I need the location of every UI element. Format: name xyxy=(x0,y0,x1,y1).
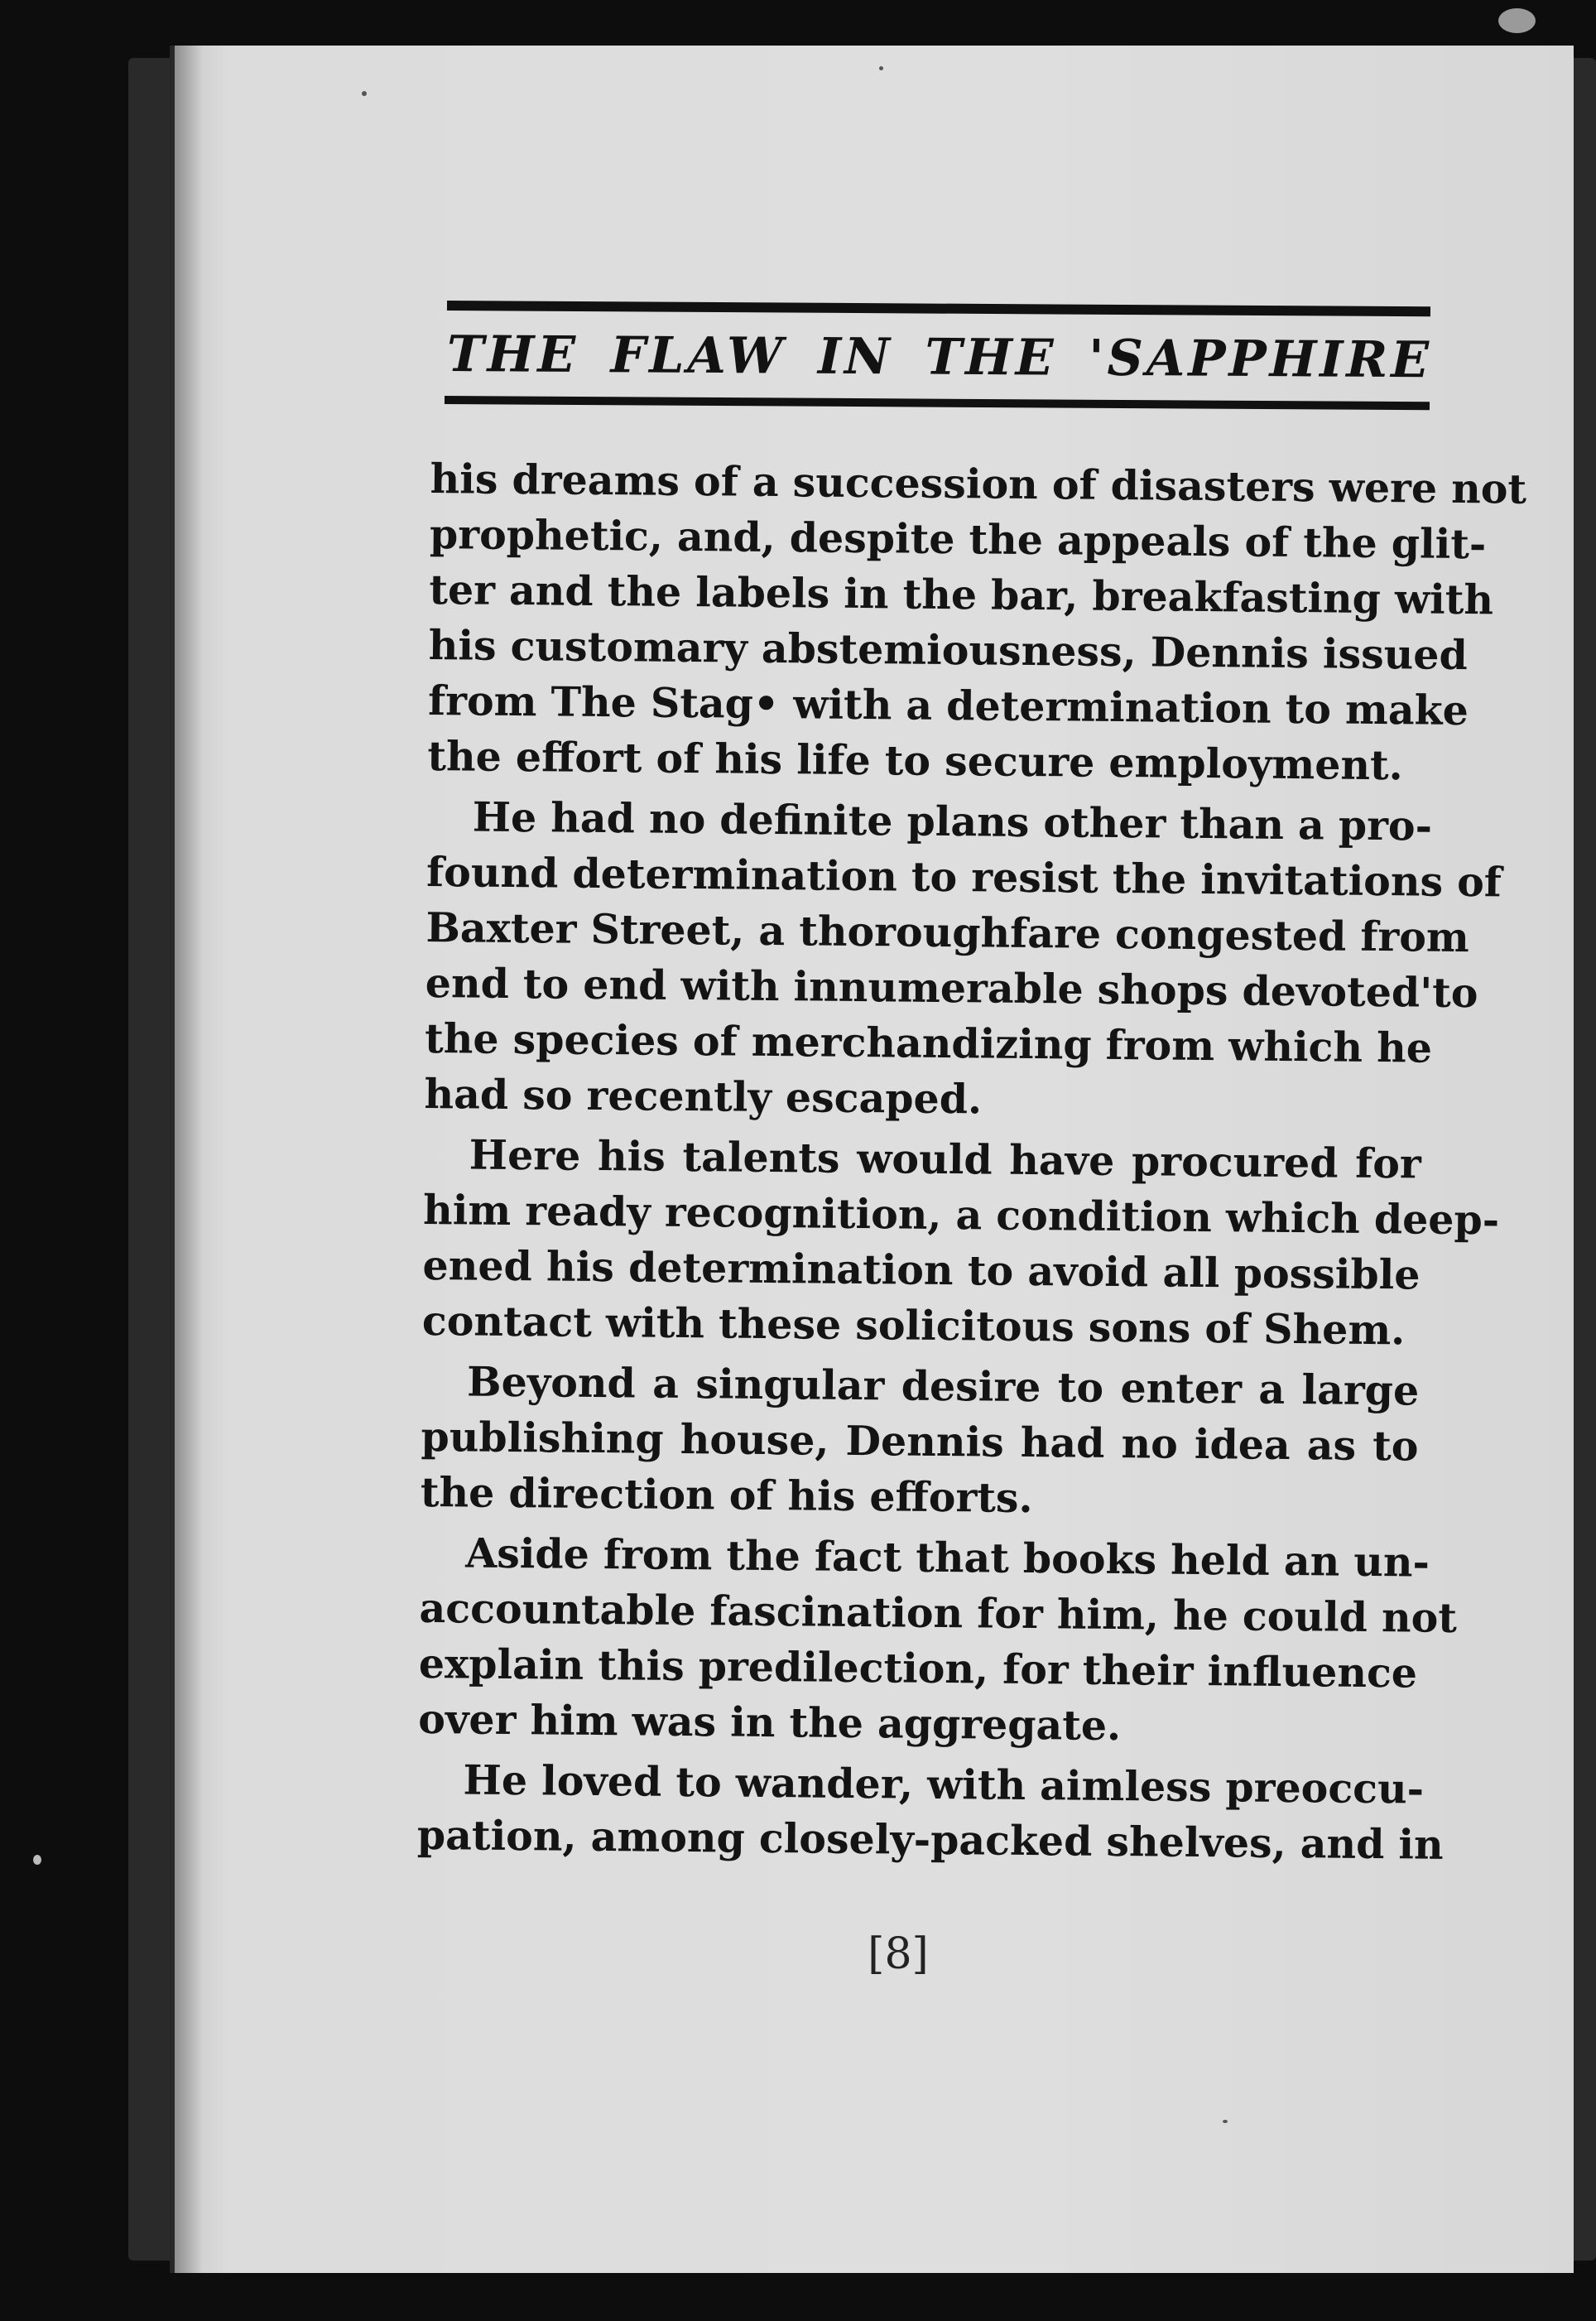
scan-speck xyxy=(362,91,367,96)
text-line: Aside from the fact that books held an un- xyxy=(464,1529,1430,1587)
body-text xyxy=(416,451,1527,1877)
text-line: ter and the labels in the bar, breakfasting with xyxy=(429,565,1494,624)
text-line: prophetic, and, despite the appeals of the glit- xyxy=(429,509,1487,569)
text-line: Here his talents would have procured for xyxy=(469,1130,1422,1188)
paragraph xyxy=(416,1752,1444,1873)
text-line: He loved to wander, with aimless preoccu- xyxy=(463,1755,1425,1813)
running-head-word: FLAW xyxy=(610,325,786,386)
running-head-word: 'SAPPHIRE xyxy=(1088,329,1433,389)
text-line: ened his determination to avoid all possible xyxy=(422,1240,1421,1299)
paragraph xyxy=(421,1127,1500,1359)
text-line: the effort of his life to secure employment. xyxy=(427,731,1404,790)
running-head xyxy=(447,319,1432,395)
text-line: Baxter Street, a thoroughfare congested from xyxy=(425,903,1470,962)
page-number: [8] xyxy=(868,1929,929,1979)
paragraph xyxy=(418,1525,1458,1757)
text-line: the direction of his efforts. xyxy=(420,1467,1033,1523)
text-line: his customary abstemiousness, Dennis issued xyxy=(428,620,1469,680)
scan-speck xyxy=(879,66,883,70)
text-line: him ready recognition, a condition which deep- xyxy=(422,1185,1500,1245)
text-line: from The Stag• with a determination to make xyxy=(427,676,1469,735)
text-line: explain this predilection, for their influence xyxy=(418,1639,1418,1697)
text-line: the species of merchandizing from which he xyxy=(424,1014,1433,1072)
running-head-word: IN xyxy=(817,327,894,386)
text-line: pation, among closely-packed shelves, and in xyxy=(416,1810,1444,1869)
text-line: accountable fascination for him, he could not xyxy=(419,1583,1458,1642)
scan-speck xyxy=(33,1855,41,1865)
scan-speck xyxy=(1498,8,1536,33)
paragraph xyxy=(424,789,1502,1132)
paragraph xyxy=(421,1354,1420,1530)
paragraph xyxy=(427,451,1527,794)
text-line: over him was in the aggregate. xyxy=(418,1694,1122,1750)
running-head-word: THE xyxy=(925,328,1057,387)
scan-speck xyxy=(1223,2120,1228,2123)
text-line: found determination to resist the invitations of xyxy=(425,847,1502,907)
text-line: He had no definite plans other than a pro- xyxy=(472,792,1433,850)
running-head-word: THE xyxy=(446,325,579,384)
text-line: his dreams of a succession of disasters were not xyxy=(430,454,1527,513)
page-gutter-shadow xyxy=(170,46,203,2273)
text-line: had so recently escaped. xyxy=(424,1069,983,1124)
text-line: Beyond a singular desire to enter a large xyxy=(466,1357,1420,1415)
text-line: publishing house, Dennis had no idea as to xyxy=(421,1412,1419,1471)
text-line: contact with these solicitous sons of Shem. xyxy=(421,1296,1406,1355)
text-line: end to end with innumerable shops devoted'to xyxy=(425,958,1478,1018)
